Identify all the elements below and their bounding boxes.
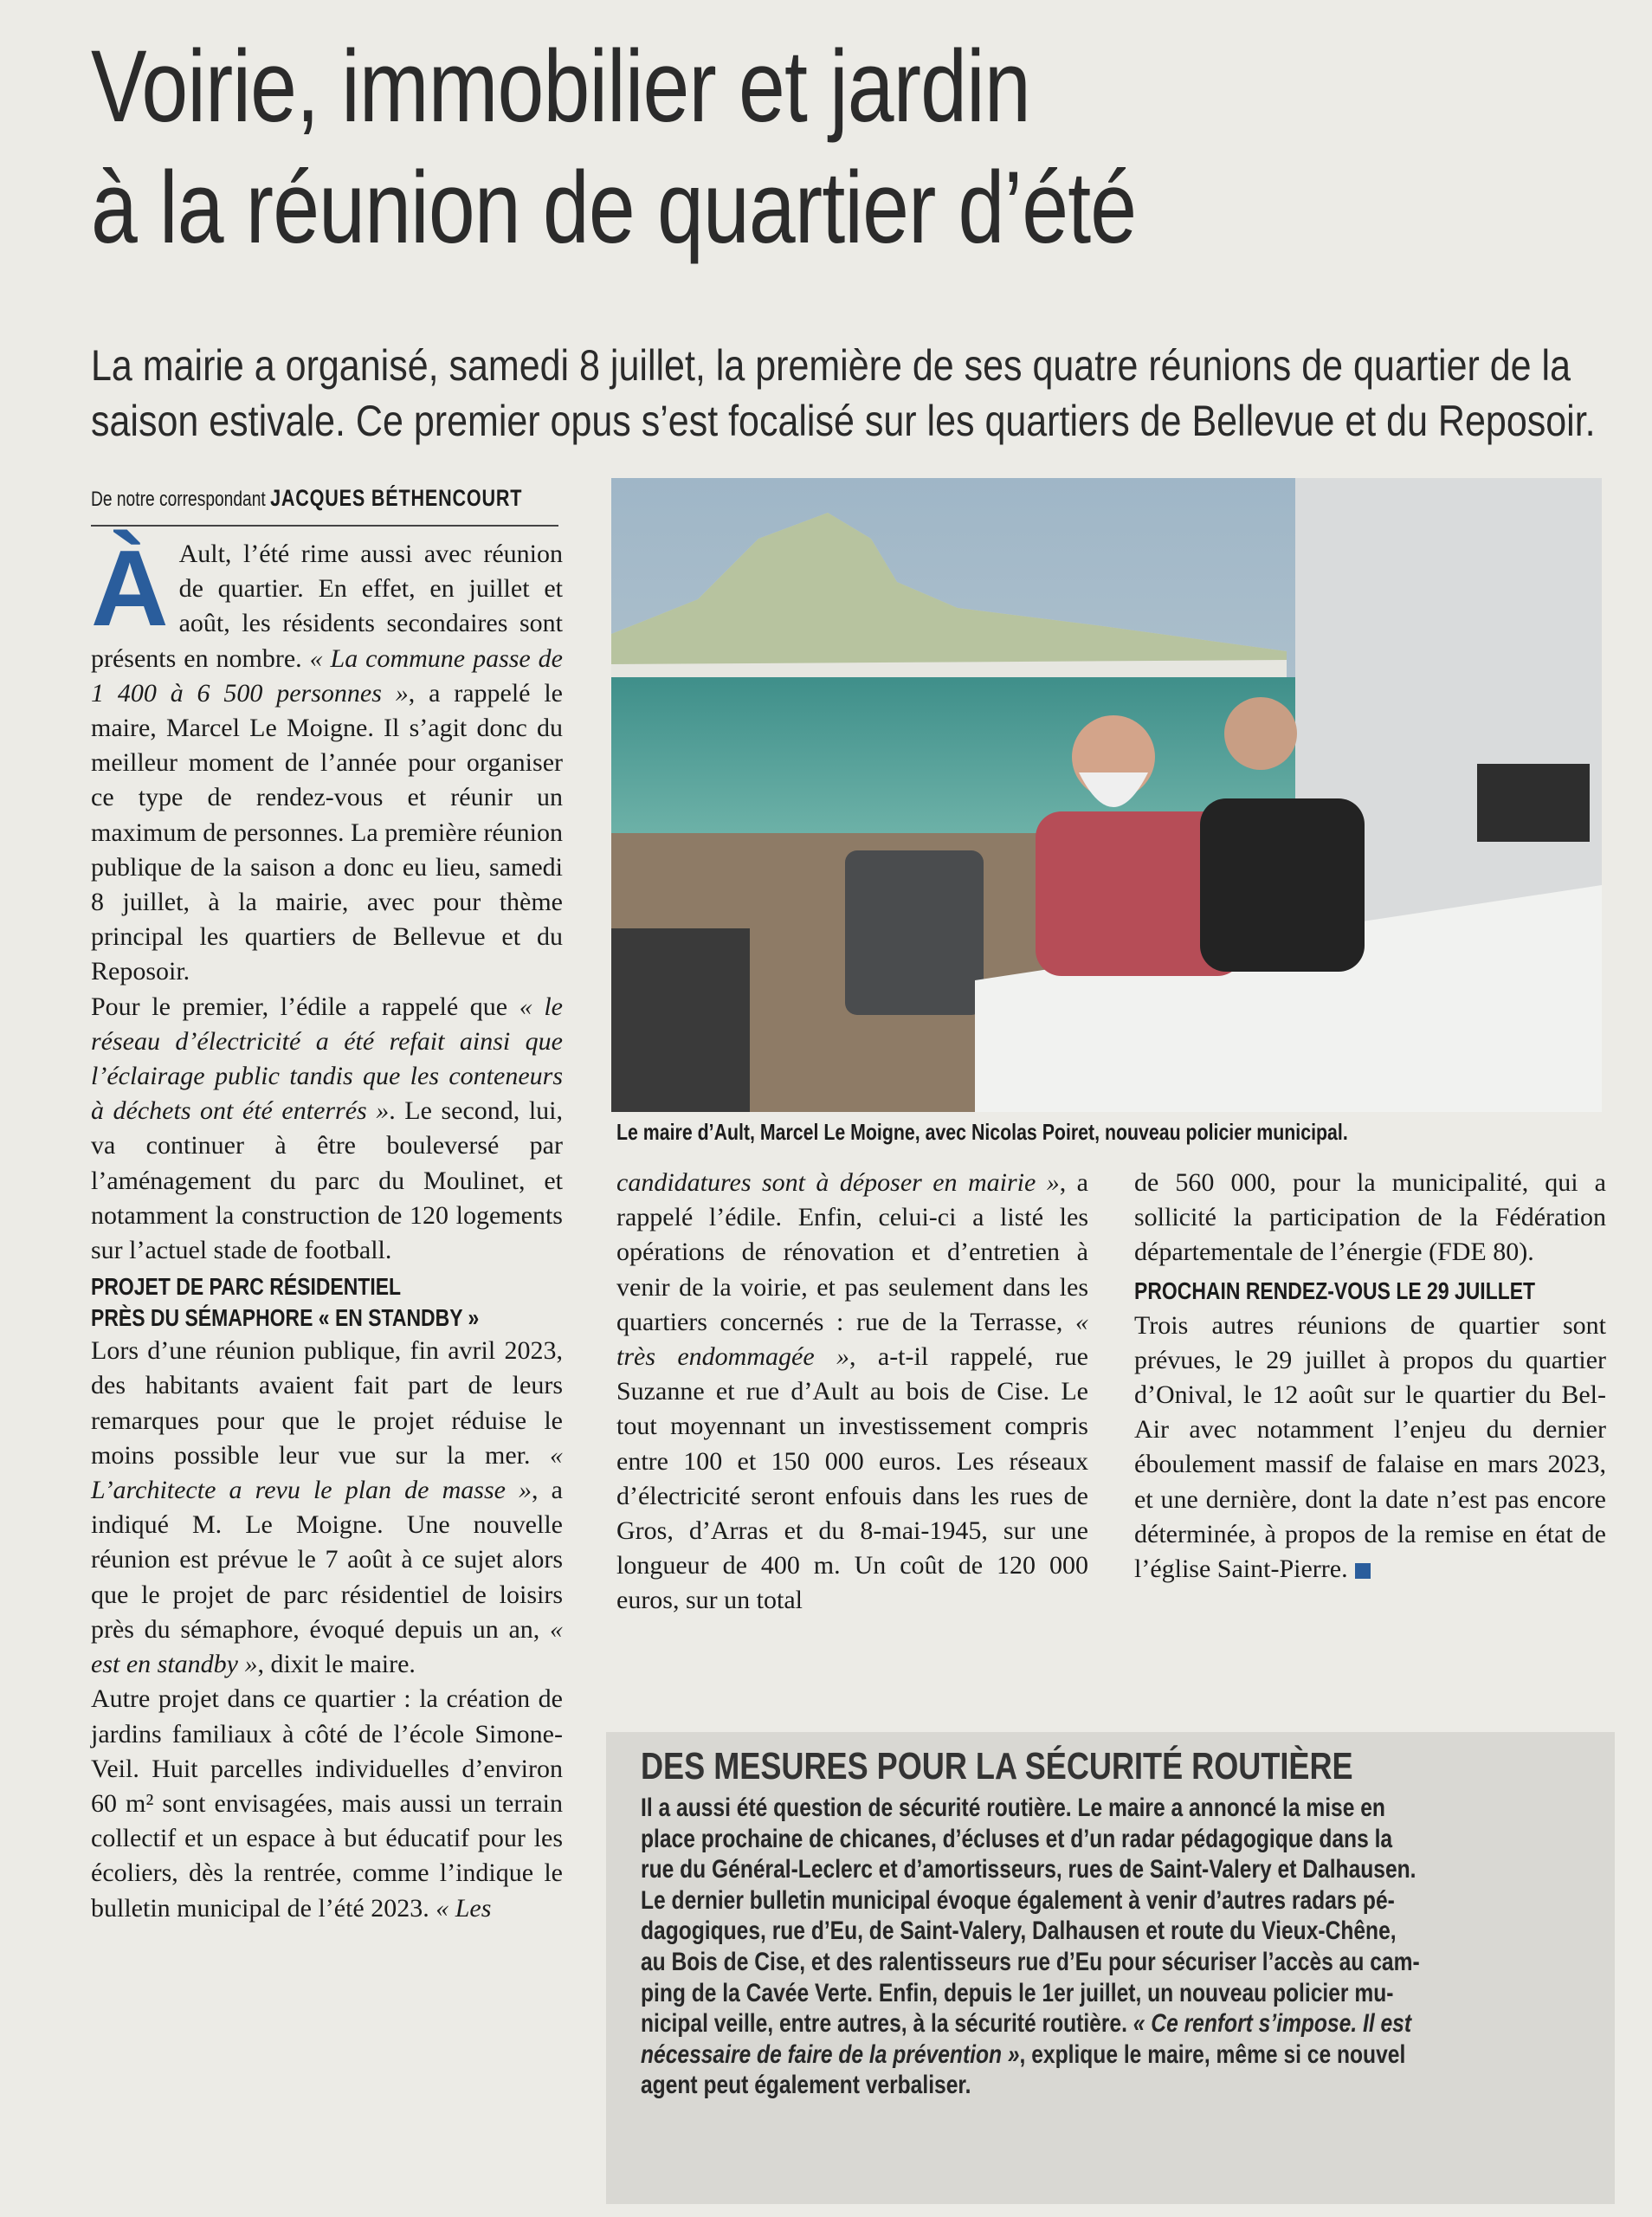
photo-caption: Le maire d’Ault, Marcel Le Moigne, avec Nicolas Poiret, nouveau policier municipal.: [616, 1119, 1348, 1145]
box-line: agent peut également verbaliser.: [641, 2071, 971, 2100]
box-line: au Bois de Cise, et des ralentisseurs rue d’Eu pour sécuriser l’accès au cam-: [641, 1947, 1420, 1976]
byline-prefix: De notre correspondant: [91, 488, 266, 511]
photo-illustration: [611, 478, 1602, 1112]
box-line: dagogiques, rue d’Eu, de Saint-Valery, Dalhausen et route du Vieux-Chêne,: [641, 1916, 1397, 1946]
box-title: DES MESURES POUR LA SÉCURITÉ ROUTIÈRE: [641, 1745, 1353, 1787]
headline-line-2: à la réunion de quartier d’été: [91, 151, 1137, 265]
box-line: Le dernier bulletin municipal évoque également à venir d’autres radars pé-: [641, 1885, 1395, 1915]
quote: « Ce renfort s’impose. Il est: [1133, 2009, 1412, 2039]
article-column-2: [616, 1166, 1088, 1619]
text: nicipal veille, entre autres, à la sécurité routière.: [641, 2009, 1133, 2039]
box-line: place prochaine de chicanes, d’écluses et d’un radar pédagogique dans la: [641, 1824, 1393, 1853]
text: Lors d’une réunion publique, fin avril 2023, des habitants avaient fait part de leurs remarques pour que le projet réduise le moins possible leur vue sur la mer.: [91, 1336, 563, 1470]
text: Trois autres réunions de quartier sont prévues, le 29 juillet à propos du quartier d’Onival, le 12 août sur le quartier du Bel-Air avec notamment l’enjeu du dernier éboulement massif de falaise en mars 2023, et une dernière, dont la date n’est pas encore déterminée, à propos de la remise en état de l’église Saint-Pierre.: [1134, 1310, 1606, 1584]
paragraph: [1134, 1309, 1606, 1587]
box-line: rue du Général-Leclerc et d’amortisseurs, rues de Saint-Valery et Dalhausen.: [641, 1855, 1416, 1884]
paragraph: [91, 1682, 563, 1925]
standfirst-line-1: La mairie a organisé, samedi 8 juillet, la première de ses quatre réunions de quartier de la: [91, 341, 1571, 390]
box-line: ping de la Cavée Verte. Enfin, depuis le 1er juillet, un nouveau policier mu-: [641, 1978, 1394, 2007]
text: Pour le premier, l’édile a rappelé que: [91, 992, 519, 1021]
text: Autre projet dans ce quartier : la création de jardins familiaux à côté de l’école Simone-Veil. Huit parcelles individuelles d’environ 60 m² sont envisagées, mais aussi un terrain collectif et un espace à but éducatif pour les écoliers, dès la rentrée, comme l’indique le bulletin municipal de l’été 2023.: [91, 1684, 563, 1923]
quote: « très endommagée »: [616, 1307, 1088, 1372]
text: , a rappelé le maire, Marcel Le Moigne. Il s’agit donc du meilleur moment de l’année pour organiser ce type de rendez-vous et réunir un maximum de personnes. La première réunion publique de la saison a donc eu lieu, samedi 8 juillet, à la mairie, avec pour thème principal les quartiers de Bellevue et du Reposoir.: [91, 678, 563, 986]
box-line: [641, 2008, 1628, 2039]
subheading-2: PROCHAIN RENDEZ-VOUS LE 29 JUILLET: [1134, 1277, 1536, 1304]
quote: « L’architecte a revu le plan de masse »: [91, 1440, 563, 1505]
text: Ault, l’été rime aussi avec réunion de quartier. En effet, en juillet et août, les résidents secondaires sont présents en nombre.: [91, 540, 563, 673]
quote: « La commune passe de 1 400 à 6 500 personnes »: [91, 643, 563, 708]
subheading-line: PROJET DE PARC RÉSIDENTIEL: [91, 1273, 402, 1301]
quote: « le réseau d’électricité a été refait ainsi que l’éclairage public tandis que les conteneurs à déchets ont été enterrés »: [91, 992, 563, 1126]
paragraph: [91, 529, 563, 990]
quote: nécessaire de faire de la prévention »: [641, 2039, 1020, 2069]
standfirst: [91, 338, 1596, 449]
text: , explique le maire, même si ce nouvel: [1019, 2039, 1406, 2069]
subheading-1: [91, 1271, 478, 1334]
headline-line-1: Voirie, immobilier et jardin: [91, 29, 1030, 144]
quote: « est en standby »: [91, 1614, 563, 1679]
text: , a-t-il rappelé, rue Suzanne et rue d’Ault au bois de Cise. Le tout moyennant un investissement compris entre 100 et 150 000 euros. Les réseaux d’électricité seront enfouis dans les rues de Gros, d’Arras et du 8-mai-1945, sur une longueur de 400 m. Un coût de 120 000 euros, sur un total: [616, 1342, 1088, 1615]
headline: [91, 26, 1340, 268]
text: . Le second, lui, va continuer à être bouleversé par l’aménagement du parc du Moulinet, et notamment la construction de 120 logements sur l’actuel stade de football.: [91, 1096, 563, 1265]
article-column-1: [91, 529, 563, 1926]
article-column-3: [1134, 1166, 1606, 1587]
byline-rule: [91, 525, 558, 527]
paragraph: [91, 990, 563, 1269]
box-line: [641, 2039, 1628, 2071]
paragraph: [91, 1334, 563, 1682]
quote: « Les: [436, 1893, 492, 1923]
byline-author: JACQUES BÉTHENCOURT: [270, 485, 523, 511]
box-line: Il a aussi été question de sécurité routière. Le maire a annoncé la mise en: [641, 1794, 1385, 1822]
text: , dixit le maire.: [257, 1650, 416, 1679]
drop-cap: À: [91, 529, 169, 649]
paragraph: [616, 1166, 1088, 1619]
text: , a rappelé l’édile. Enfin, celui-ci a listé les opérations de rénovation et d’entretien à venir de la voirie, et pas seulement dans les quartiers concernés : rue de la Terrasse,: [616, 1168, 1088, 1336]
paragraph: de 560 000, pour la municipalité, qui a sollicité la participation de la Fédération départementale de l’énergie (FDE 80).: [1134, 1168, 1606, 1267]
text: , a indiqué M. Le Moigne. Une nouvelle réunion est prévue le 7 août à ce sujet alors que le projet de parc résidentiel de loisirs près du sémaphore, évoqué depuis un an,: [91, 1476, 563, 1644]
standfirst-line-2: saison estivale. Ce premier opus s’est focalisé sur les quartiers de Bellevue et du Reposoir.: [91, 397, 1596, 445]
article-photo: [611, 478, 1602, 1112]
byline: [91, 485, 522, 512]
quote: candidatures sont à déposer en mairie »: [616, 1168, 1060, 1197]
end-mark-icon: [1355, 1563, 1371, 1579]
box-body: [641, 1793, 1628, 2101]
subheading-line: PRÈS DU SÉMAPHORE « EN STANDBY »: [91, 1304, 480, 1332]
